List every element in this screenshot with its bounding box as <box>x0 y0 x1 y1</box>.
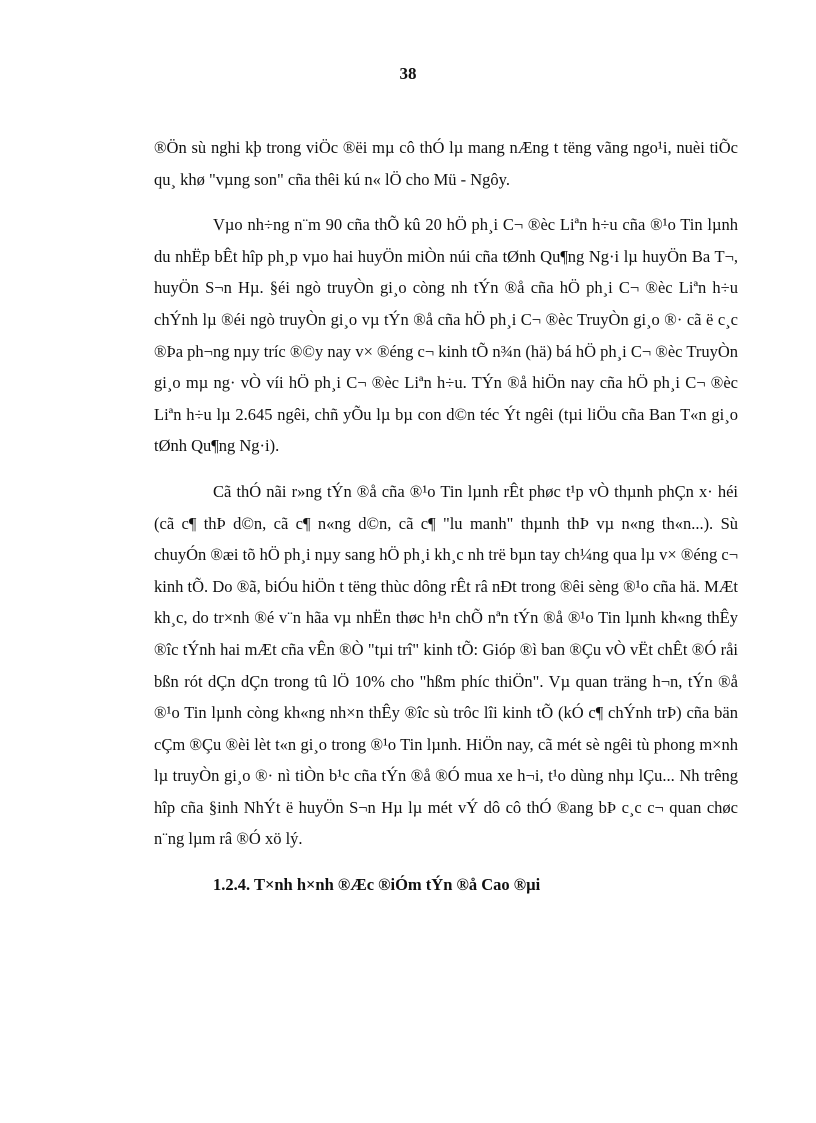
paragraph-1: ®Ön sù nghi kþ trong viÖc ®ëi mµ cô thÓ lµ mang nÆng t tëng vãng ngo¹i, nuèi tiÕc qu¸ khø "vµng son" cña thêi kú n« lÖ cho Mü - Ngôy. <box>154 138 738 189</box>
paragraph-2: Vµo nh÷ng n¨m 90 cña thÕ kû 20 hÖ ph¸i C¬ ®èc Liªn h÷u cña ®¹o Tin lµnh du nhËp bÊt hîp ph¸p vµo hai huyÖn miÒn núi cña tØnh Qu¶ng Ng·i lµ huyÖn Ba T¬, huyÖn S¬n Hµ. §éi ngò truyÒn gi¸o còng nh tÝn ®å cña hÖ ph¸i C¬ ®èc Liªn h÷u chÝnh lµ ®éi ngò truyÒn gi¸o vµ tÝn ®å cña hÖ ph¸i C¬ ®èc TruyÒn gi¸o ®· cã ë c¸c ®Þa ph¬ng nµy tríc ®©y nay v× ®éng c¬ kinh tÕ n¾n (hä) bá hÖ ph¸i C¬ ®èc TruyÒn gi¸o mµ ng· vÒ víi hÖ ph¸i C¬ ®èc Liªn h÷u. TÝn ®å hiÖn nay cña hÖ ph¸i C¬ ®èc Liªn h÷u lµ 2.645 ngêi, chñ yÕu lµ bµ con d©n téc Ýt ngêi (tµi liÖu cña Ban T«n gi¸o tØnh Qu¶ng Ng·i). <box>154 215 738 456</box>
page-number: 38 <box>399 64 417 83</box>
paragraph-3: Cã thÓ nãi r»ng tÝn ®å cña ®¹o Tin lµnh rÊt phøc t¹p vÒ thµnh phÇn x· héi (cã c¶ thÞ d©n, cã c¶ n«ng d©n, cã c¶ "lu manh" thµnh thÞ vµ n«ng th«n...). Sù chuyÓn ®æi tõ hÖ ph¸i nµy sang hÖ ph¸i kh¸c nh trë bµn tay ch¼ng qua lµ v× ®éng c¬ kinh tÕ. Do ®ã, biÓu hiÖn t tëng thùc dông rÊt râ nÐt trong ®êi sèng ®¹o cña hä. MÆt kh¸c, do tr×nh ®é v¨n hãa vµ nhËn thøc h¹n chÕ nªn tÝn ®å ®¹o Tin lµnh kh«ng thÊy ®îc tÝnh hai mÆt cña vÊn ®Ò "tµi trî" kinh tÕ: Gióp ®ì ban ®Çu vÒ vËt chÊt ®Ó råi bßn rót dÇn dÇn trong tû lÖ 10% cho "hßm phíc thiÖn". Vµ quan träng h¬n, tÝn ®å ®¹o Tin lµnh còng kh«ng nh×n thÊy ®îc sù trôc lîi kinh tÕ (kÓ c¶ chÝnh trÞ) cña bän cÇm ®Çu ®èi lèt t«n gi¸o trong ®¹o Tin lµnh. HiÖn nay, cã mét sè ngêi tù phong m×nh lµ truyÒn gi¸o ®· nì tiÒn b¹c cña tÝn ®å ®Ó mua xe h¬i, t¹o dùng nhµ lÇu... Nh trêng hîp cña §inh NhÝt ë huyÖn S¬n Hµ lµ mét vÝ dô cô thÓ ®ang bÞ c¸c c¬ quan chøc n¨ng lµm râ ®Ó xö lý. <box>154 481 738 849</box>
body-text <box>154 132 738 901</box>
section-heading: 1.2.4. T×nh h×nh ®Æc ®iÓm tÝn ®å Cao ®µi <box>213 875 541 895</box>
